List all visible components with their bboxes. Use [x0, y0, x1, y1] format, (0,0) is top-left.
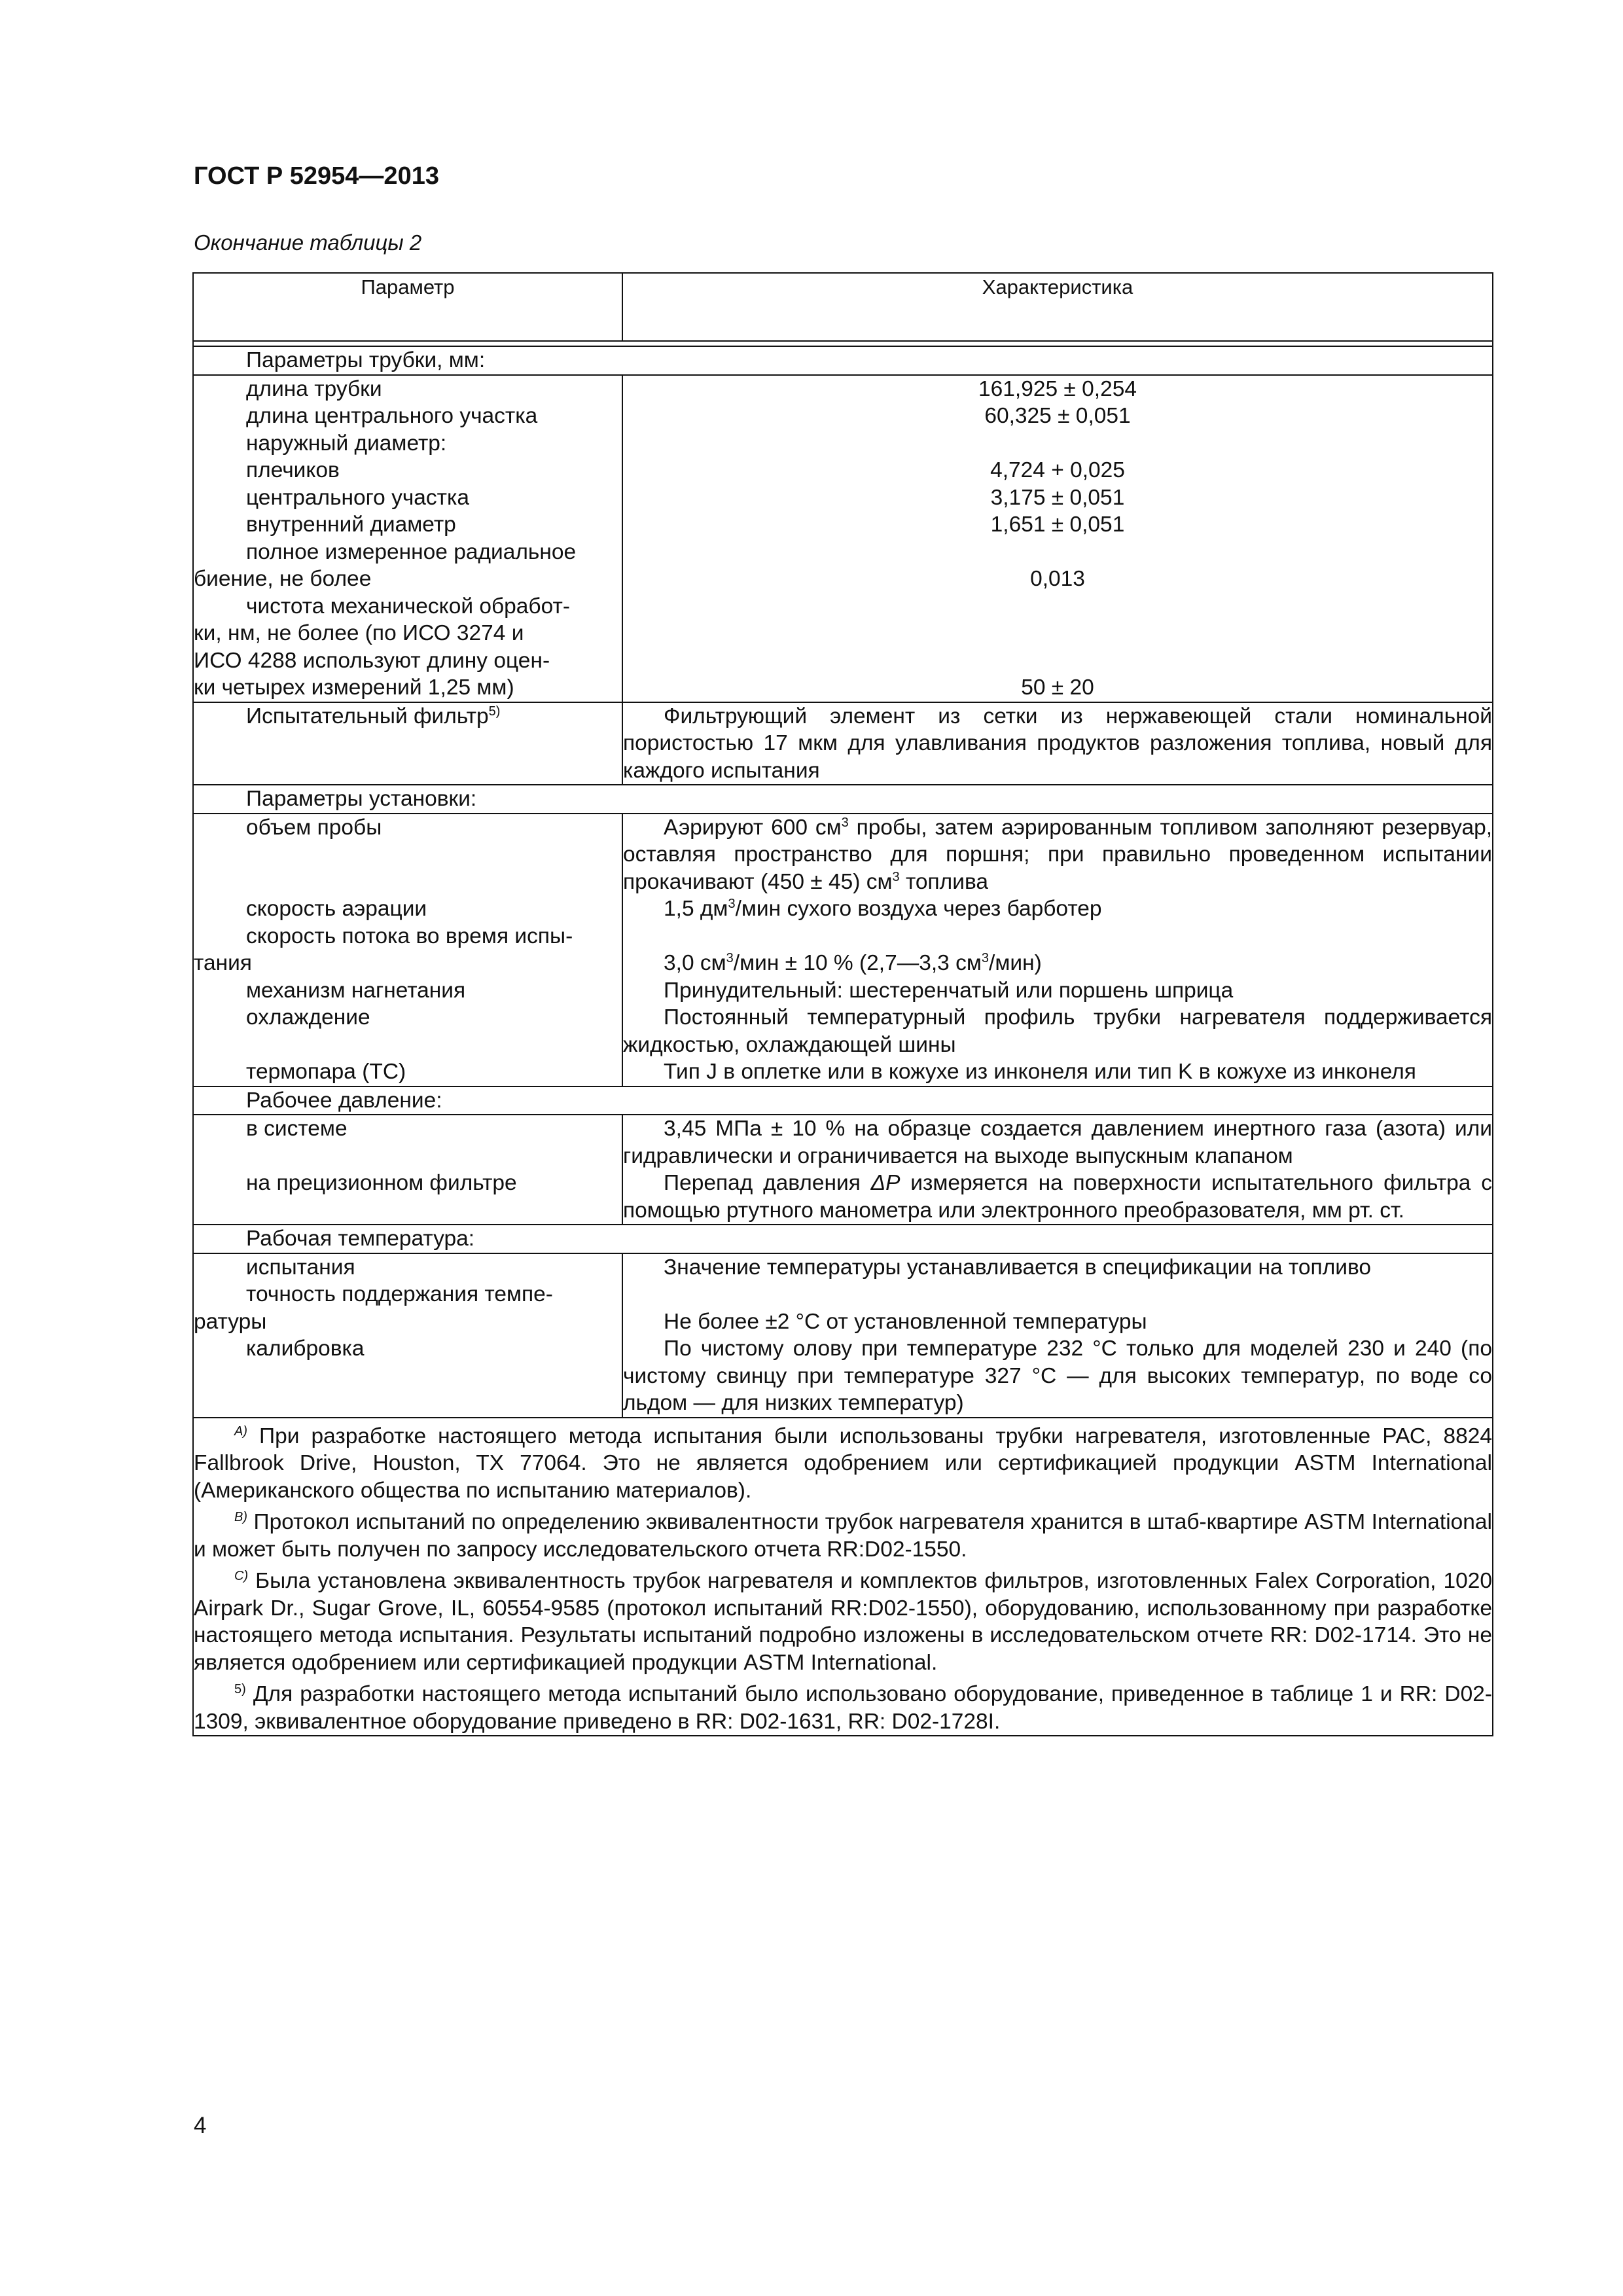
group-title-pressure: Рабочее давление:	[193, 1086, 1493, 1115]
tube-param-labels	[193, 375, 622, 702]
tube-value-empty	[623, 593, 1492, 620]
footnote: $^{5)}$ Для разработки настоящего метода испытаний было использовано оборудование, приведенное в таблице 1 и RR: D02-1309, эквивалентное оборудование приведено в RR: D02-1631, RR: D02-1728I.	[194, 1682, 1492, 1734]
setup-param-flow-rate-1: скорость потока во время испы-	[246, 924, 573, 948]
setup-value-sample: Аэрируют 600 $см^3$ пробы, затем аэрированным топливом заполняют резервуар, оставляя пространство для поршня; при правильно проведенном испытании прокачивают (450 ± 45) $см^3$ топлива	[623, 815, 1493, 894]
tube-param-finish-1: чистота механической обработ-	[246, 594, 571, 619]
document-title: ГОСТ Р 52954—2013	[194, 162, 439, 190]
tube-param-values	[622, 375, 1493, 702]
setup-param-sample-volume: объем пробы	[246, 815, 382, 840]
pressure-param-values	[622, 1115, 1493, 1225]
column-header-characteristic: Характеристика	[622, 273, 1493, 341]
temperature-param-values	[622, 1253, 1493, 1418]
tube-value: 1,651 ± 0,051	[990, 512, 1125, 537]
setup-value-thermocouple: Тип J в оплетке или в кожухе из инконеля или тип K в кожухе из инконеля	[664, 1060, 1416, 1084]
group-row-tube	[193, 346, 1493, 375]
tube-param-center-section: центрального участка	[246, 485, 470, 510]
tube-value: 60,325 ± 0,051	[984, 404, 1131, 428]
tube-param-finish-3: ИСО 4288 используют длину оцен-	[194, 648, 550, 673]
setup-param-labels	[193, 814, 622, 1086]
tube-value: 0,013	[1030, 567, 1085, 591]
pressure-param-labels	[193, 1115, 622, 1225]
tube-value: 161,925 ± 0,254	[978, 376, 1137, 401]
temperature-value-test: Значение температуры устанавливается в спецификации на топливо	[664, 1255, 1372, 1280]
filter-description: Фильтрующий элемент из сетки из нержавеющей стали номинальной пористостью 17 мкм для улавливания продуктов разложения топлива, новый для каждого испытания	[622, 702, 1493, 785]
table-caption: Окончание таблицы 2	[194, 230, 422, 255]
tube-param-shoulders: плечиков	[246, 458, 340, 482]
setup-param-aeration-rate: скорость аэрации	[246, 897, 427, 921]
setup-param-pump: механизм нагнетания	[246, 978, 466, 1003]
setup-param-flow-rate-2: тания	[194, 951, 252, 975]
footnote: $^{B)}$ Протокол испытаний по определению эквивалентности трубок нагревателя хранится в штаб-квартире ASTM International и может быть получен по запросу исследовательского отчета RR:D02-1550.	[194, 1510, 1493, 1562]
group-row-setup	[193, 785, 1493, 814]
setup-param-thermocouple: термопара (ТС)	[246, 1060, 406, 1084]
setup-param-values	[622, 814, 1493, 1086]
temperature-params-row	[193, 1253, 1493, 1418]
temperature-param-calibration: калибровка	[246, 1336, 365, 1361]
tube-param-finish-4: ки четырех измерений 1,25 мм)	[194, 675, 514, 700]
tube-param-finish-2: ки, нм, не более (по ИСО 3274 и	[194, 621, 524, 645]
pressure-param-system: в системе	[246, 1117, 348, 1141]
column-header-parameter: Параметр	[193, 273, 622, 341]
header-separator	[193, 341, 1493, 346]
tube-value: 50 ± 20	[1021, 675, 1094, 700]
temperature-param-test: испытания	[246, 1255, 355, 1280]
group-row-pressure	[193, 1086, 1493, 1115]
tube-value-empty	[623, 430, 1492, 457]
footnote: $^{A)}$ При разработке настоящего метода испытания были использованы трубки нагревателя, изготовленные РАС, 8824 Fallbrook Drive, Houston, TX 77064. Это не является одобрением или сертификацией продукции ASTM International (Американского общества по испытанию материалов).	[194, 1424, 1492, 1503]
tube-param-length: длина трубки	[246, 376, 382, 401]
setup-params-row	[193, 814, 1493, 1086]
setup-value-flow: 3,0 $см^3$/мин ± 10 % (2,7—3,3 $см^3/мин$)	[664, 950, 1042, 975]
temperature-param-labels	[193, 1253, 622, 1418]
table-footnotes	[193, 1418, 1493, 1736]
parameters-table	[192, 272, 1493, 1736]
footnotes-row	[193, 1418, 1493, 1736]
tube-value-empty	[623, 539, 1492, 566]
pressure-params-row	[193, 1115, 1493, 1225]
tube-params-row	[193, 375, 1493, 702]
setup-value-cooling: Постоянный температурный профиль трубки нагревателя поддерживается жидкостью, охлаждающей шины	[623, 1005, 1492, 1057]
tube-value: 3,175 ± 0,051	[990, 485, 1125, 510]
tube-param-outer-diameter: наружный диаметр:	[246, 431, 447, 456]
group-title-temperature: Рабочая температура:	[193, 1225, 1493, 1253]
tube-value-empty	[623, 647, 1492, 675]
pressure-value-precision: Перепад давления ΔP измеряется на поверхности испытательного фильтра с помощью ртутного манометра или электронного преобразователя, мм рт. ст.	[623, 1171, 1492, 1223]
filter-param-cell	[193, 702, 622, 785]
tube-param-runout-2: биение, не более	[194, 567, 372, 591]
temperature-value-accuracy: Не более ±2 °С от установленной температуры	[664, 1309, 1147, 1334]
tube-value: 4,724 + 0,025	[990, 458, 1125, 482]
temperature-value-calibration: По чистому олову при температуре 232 °С только для моделей 230 и 240 (по чистому свинцу при температуре 327 °С — для высоких температур, по воде со льдом — для низких температур)	[623, 1336, 1492, 1415]
group-row-temperature	[193, 1225, 1493, 1253]
page-number: 4	[194, 2113, 207, 2138]
tube-param-runout-1: полное измеренное радиальное	[246, 539, 577, 564]
pressure-param-precision-filter: на прецизионном фильтре	[246, 1171, 517, 1195]
filter-param-label: Испытательный фильтр$^{5)}$	[246, 704, 501, 728]
tube-param-inner-diameter: внутренний диаметр	[246, 512, 456, 537]
tube-param-center-length: длина центрального участка	[246, 404, 538, 428]
temperature-param-accuracy-1: точность поддержания темпе-	[246, 1282, 553, 1306]
setup-value-aeration: 1,5 $дм^3$/мин сухого воздуха через барботер	[664, 896, 1102, 921]
setup-param-cooling: охлаждение	[246, 1005, 370, 1030]
group-title-setup: Параметры установки:	[193, 785, 1493, 814]
table-header-row	[193, 273, 1493, 341]
filter-row	[193, 702, 1493, 785]
group-title-tube: Параметры трубки, мм:	[193, 346, 1493, 375]
setup-value-pump: Принудительный: шестеренчатый или поршень шприца	[664, 978, 1234, 1003]
footnote: $^{C)}$ Была установлена эквивалентность трубок нагревателя и комплектов фильтров, изготовленных Falex Corporation, 1020 Airpark Dr., Sugar Grove, IL, 60554-9585 (протокол испытаний RR:D02-1550), оборудованию, использованному при разработке настоящего метода испытания. Результаты испытаний подробно изложены в исследовательском отчете RR: D02-1714. Это не является одобрением или сертификацией продукции ASTM International.	[194, 1569, 1492, 1675]
temperature-param-accuracy-2: ратуры	[194, 1309, 267, 1334]
tube-value-empty	[623, 620, 1492, 647]
pressure-value-system: 3,45 МПа ± 10 % на образце создается давлением инертного газа (азота) или гидравлически и ограничивается на выходе выпускным клапаном	[623, 1117, 1492, 1168]
